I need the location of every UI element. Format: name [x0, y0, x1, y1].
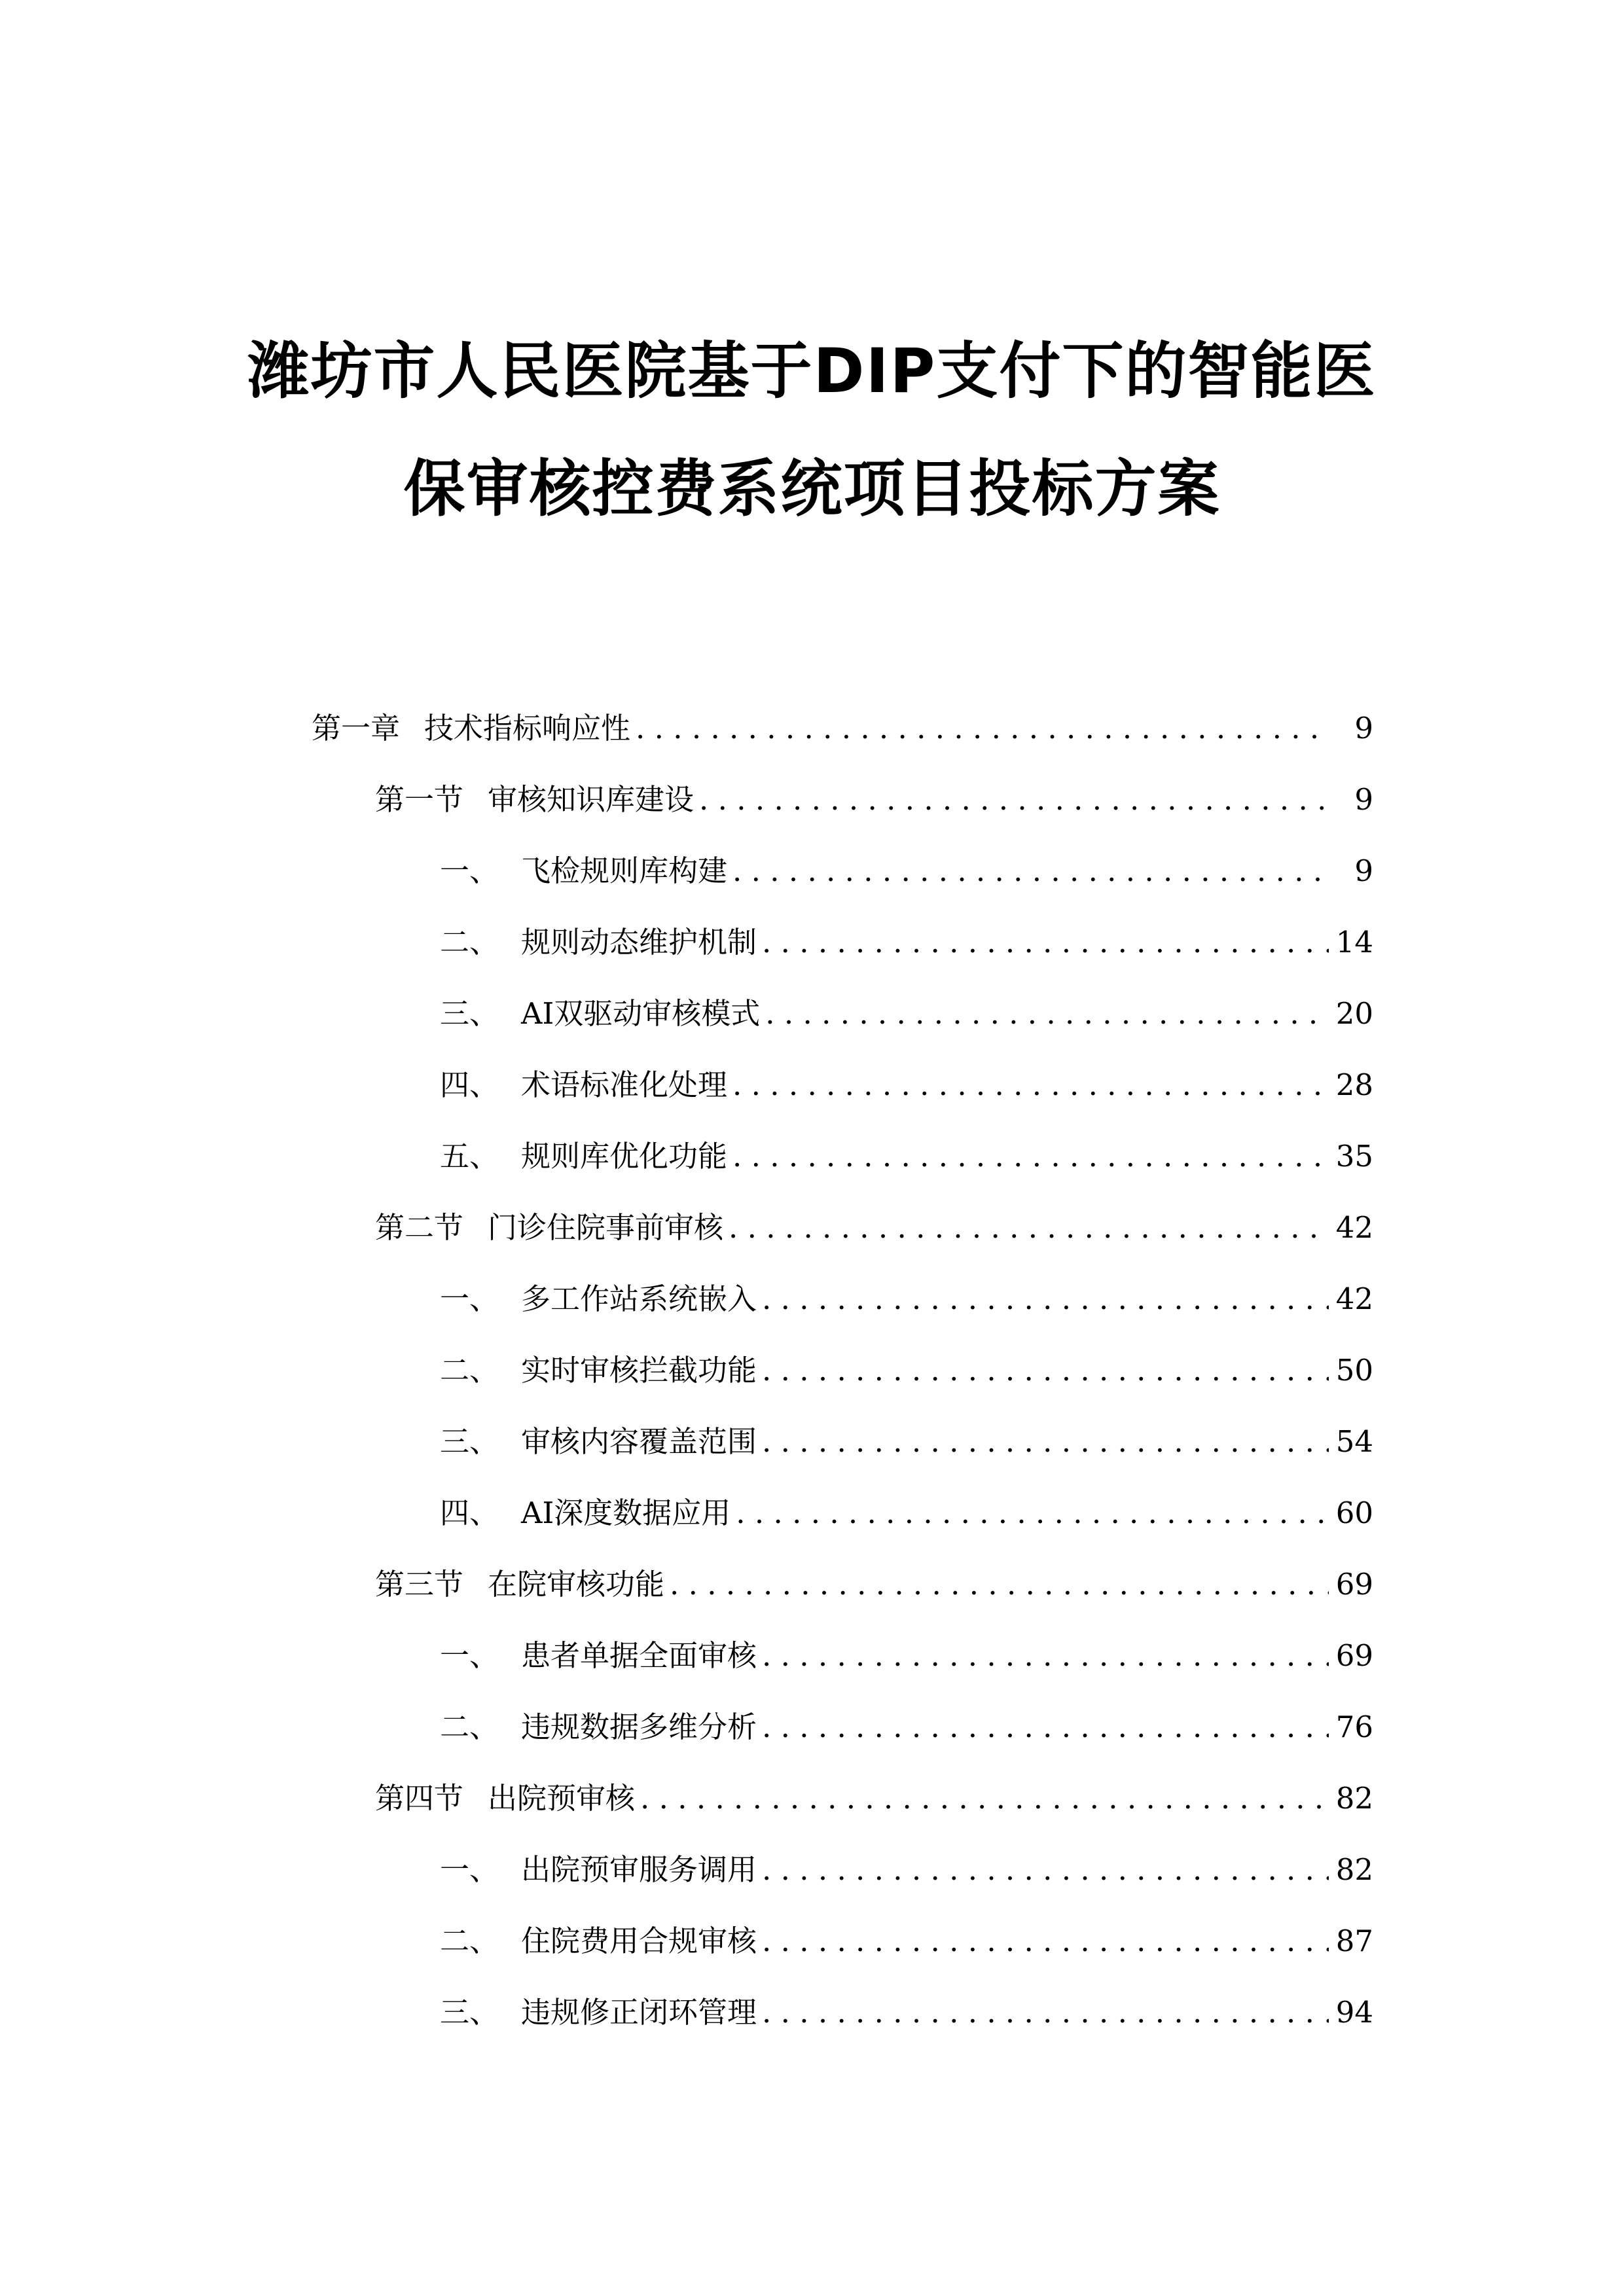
toc-entry-prefix: 二、: [440, 925, 499, 960]
toc-entry-label: [440, 1135, 727, 1178]
toc-entry[interactable]: [440, 1706, 1373, 1749]
toc-entry-page-number: 54: [1335, 1424, 1373, 1459]
toc-entry-prefix: 五、: [440, 1139, 499, 1174]
toc-entry-title: 飞检规则库构建: [521, 853, 728, 888]
toc-entry-page-number: 82: [1335, 1852, 1373, 1887]
toc-entry-label: [440, 1920, 757, 1963]
toc-entry-label: [440, 1706, 757, 1749]
toc-entry-label: [440, 921, 757, 964]
toc-dot-leader: [732, 850, 1329, 893]
toc-entry-prefix: 四、: [440, 1496, 499, 1530]
toc-entry[interactable]: [440, 1135, 1373, 1178]
toc-dot-leader: [762, 1349, 1329, 1392]
toc-entry-page-number: 76: [1335, 1710, 1373, 1744]
toc-dot-leader: [699, 778, 1329, 821]
toc-entry-label: [440, 1278, 757, 1321]
toc-entry-page-number: 9: [1354, 782, 1373, 817]
toc-entry-title: 规则动态维护机制: [521, 925, 757, 960]
toc-entry-title: 实时审核拦截功能: [521, 1353, 757, 1388]
toc-entry[interactable]: [440, 850, 1373, 893]
toc-entry-label: [440, 1991, 757, 2034]
toc-entry-label: [440, 1492, 731, 1535]
toc-dot-leader: [640, 1777, 1329, 1820]
toc-entry-prefix: 第三节: [375, 1567, 464, 1602]
toc-entry-label: [440, 850, 727, 893]
toc-entry-page-number: 94: [1335, 1995, 1373, 2030]
toc-entry-title: 术语标准化处理: [521, 1067, 728, 1102]
toc-entry-title: 审核内容覆盖范围: [521, 1424, 757, 1459]
toc-entry-title: 违规修正闭环管理: [521, 1995, 757, 2030]
toc-entry-prefix: 二、: [440, 1924, 499, 1958]
toc-dot-leader: [762, 1706, 1329, 1749]
toc-entry[interactable]: [375, 1563, 1373, 1606]
toc-dot-leader: [732, 1064, 1329, 1107]
toc-entry[interactable]: [440, 1492, 1373, 1535]
toc-entry-page-number: 82: [1335, 1781, 1373, 1816]
toc-entry-label: [440, 992, 760, 1035]
toc-dot-leader: [762, 1634, 1329, 1677]
document-title-line-1: 潍坊市人民医院基于DIP支付下的智能医: [247, 336, 1377, 407]
toc-entry-title: 多工作站系统嵌入: [521, 1282, 757, 1316]
toc-dot-leader: [732, 1135, 1329, 1178]
toc-entry-prefix: 四、: [440, 1067, 499, 1102]
toc-entry-page-number: 9: [1354, 711, 1373, 745]
toc-entry-prefix: 一、: [440, 1852, 499, 1887]
toc-entry-label: [375, 778, 694, 821]
toc-entry-title: 违规数据多维分析: [521, 1710, 757, 1744]
toc-entry-title: 出院预审核: [488, 1781, 636, 1816]
toc-entry-title: 技术指标响应性: [424, 711, 631, 745]
toc-entry-prefix: 三、: [440, 996, 499, 1031]
toc-entry-page-number: 69: [1335, 1567, 1373, 1602]
toc-entry-page-number: 9: [1354, 853, 1373, 888]
toc-dot-leader: [762, 1991, 1329, 2034]
toc-dot-leader: [736, 1492, 1329, 1535]
toc-entry-prefix: 三、: [440, 1424, 499, 1459]
toc-entry[interactable]: [312, 707, 1373, 750]
toc-entry[interactable]: [440, 1634, 1373, 1677]
toc-entry-label: [440, 1848, 757, 1892]
toc-entry[interactable]: [375, 778, 1373, 821]
toc-entry-title: 住院费用合规审核: [521, 1924, 757, 1958]
toc-entry[interactable]: [440, 1278, 1373, 1321]
toc-dot-leader: [765, 992, 1329, 1035]
toc-dot-leader: [670, 1563, 1329, 1606]
toc-entry-prefix: 第二节: [375, 1210, 464, 1245]
toc-entry-prefix: 第一章: [312, 711, 401, 745]
toc-entry-title: 出院预审服务调用: [521, 1852, 757, 1887]
toc-entry[interactable]: [375, 1777, 1373, 1820]
toc-dot-leader: [762, 921, 1329, 964]
toc-entry[interactable]: [440, 921, 1373, 964]
toc-entry-title: AI深度数据应用: [521, 1496, 731, 1530]
toc-entry-prefix: 第四节: [375, 1781, 464, 1816]
toc-entry-title: 门诊住院事前审核: [488, 1210, 724, 1245]
toc-entry-title: 患者单据全面审核: [521, 1638, 757, 1673]
toc-entry-prefix: 一、: [440, 1282, 499, 1316]
toc-entry[interactable]: [440, 992, 1373, 1035]
toc-entry-prefix: 一、: [440, 1638, 499, 1673]
toc-entry-label: [375, 1563, 664, 1606]
toc-entry-prefix: 第一节: [375, 782, 464, 817]
toc-entry-label: [440, 1634, 757, 1677]
toc-entry-label: [375, 1206, 723, 1249]
toc-entry-label: [375, 1777, 635, 1820]
toc-entry[interactable]: [440, 1920, 1373, 1963]
toc-entry-page-number: 87: [1335, 1924, 1373, 1958]
toc-entry-page-number: 50: [1335, 1353, 1373, 1388]
toc-entry-title: 规则库优化功能: [521, 1139, 728, 1174]
toc-entry[interactable]: [375, 1206, 1373, 1249]
toc-entry-title: 在院审核功能: [488, 1567, 665, 1602]
toc-dot-leader: [762, 1278, 1329, 1321]
toc-entry-page-number: 14: [1335, 925, 1373, 960]
toc-entry-label: [440, 1064, 727, 1107]
toc-entry-prefix: 二、: [440, 1710, 499, 1744]
toc-entry-prefix: 三、: [440, 1995, 499, 2030]
toc-entry-label: [440, 1420, 757, 1463]
document-title-line-2: 保审核控费系统项目投标方案: [403, 454, 1221, 525]
toc-dot-leader: [729, 1206, 1329, 1249]
toc-entry-page-number: 35: [1335, 1139, 1373, 1174]
toc-entry-prefix: 一、: [440, 853, 499, 888]
toc-entry[interactable]: [440, 1349, 1373, 1392]
toc-entry-prefix: 二、: [440, 1353, 499, 1388]
toc-entry-page-number: 42: [1335, 1282, 1373, 1316]
toc-entry[interactable]: [440, 1064, 1373, 1107]
toc-entry-title: 审核知识库建设: [488, 782, 695, 817]
toc-entry-page-number: 69: [1335, 1638, 1373, 1673]
toc-entry[interactable]: [440, 1991, 1373, 2034]
toc-entry[interactable]: [440, 1848, 1373, 1892]
toc-entry-label: [440, 1349, 757, 1392]
toc-entry-page-number: 42: [1335, 1210, 1373, 1245]
toc-dot-leader: [762, 1848, 1329, 1892]
toc-entry-label: [312, 707, 630, 750]
toc-dot-leader: [762, 1420, 1329, 1463]
toc-dot-leader: [762, 1920, 1329, 1963]
toc-entry-page-number: 60: [1335, 1496, 1373, 1530]
toc-entry-page-number: 28: [1335, 1067, 1373, 1102]
toc-dot-leader: [636, 707, 1329, 750]
toc-entry-page-number: 20: [1335, 996, 1373, 1031]
toc-entry-title: AI双驱动审核模式: [521, 996, 761, 1031]
toc-entry[interactable]: [440, 1420, 1373, 1463]
